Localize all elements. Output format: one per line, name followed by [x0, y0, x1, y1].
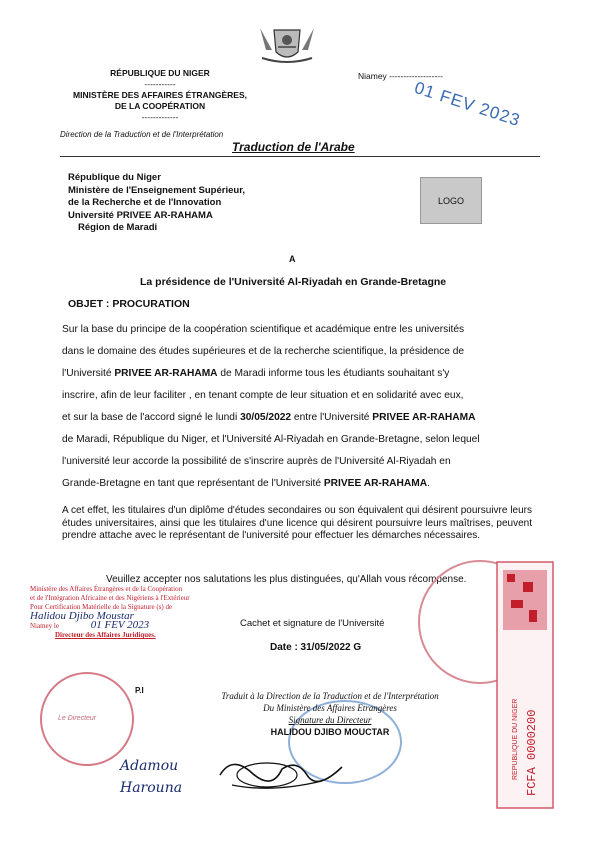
- pi-mark: P.I: [135, 686, 144, 695]
- university-name: PRIVEE AR-RAHAMA: [372, 412, 476, 423]
- university-name: PRIVEE AR-RAHAMA: [114, 368, 218, 379]
- institution-line: Région de Maradi: [78, 222, 158, 233]
- text-run: entre l'Université: [291, 412, 373, 423]
- paragraph-line: [62, 363, 522, 385]
- director-name: HALIDOU DJIBO MOUCTAR: [270, 727, 390, 737]
- certification-line: Traduit à la Direction de la Traduction et de l'Interprétation: [221, 691, 439, 701]
- body-paragraph-2: A cet effet, les titulaires d'un diplôme d'études secondaires ou son équivalent qui désirent poursuivre leurs études universitaires, ainsi que les titulaires d'une licence qui désirent poursuivre leurs maîtrises, peuvent prendre attache avec le représentant de l'université pour effectuer les démarches nécessaires.: [62, 505, 532, 541]
- certification-line: Signature du Directeur: [288, 715, 372, 725]
- handwritten-signature: [212, 745, 352, 795]
- translator-certification: [190, 690, 470, 738]
- seal-label: Le Directeur: [58, 715, 97, 722]
- institution-line: Ministère de l'Enseignement Supérieur,: [68, 184, 246, 196]
- certification-stamp: [30, 585, 215, 640]
- body-paragraph-1: [62, 319, 522, 495]
- dashes: -----------: [144, 79, 176, 89]
- divider: [60, 156, 540, 157]
- republic-label: RÉPUBLIQUE DU NIGER: [110, 68, 210, 78]
- institution-line: République du Niger: [68, 172, 161, 183]
- niger-coat-of-arms-emblem: [252, 20, 322, 68]
- paragraph-line: inscrire, afin de leur faciliter , en tenant compte de leur situation et en solidarité avec eux,: [62, 390, 464, 401]
- dashes: -------------: [141, 112, 179, 122]
- niamey-date-line: Niamey -------------------: [358, 71, 443, 81]
- institution-block: [68, 172, 245, 235]
- text-run: de Maradi informe tous les étudiants souhaitant s'y: [217, 368, 450, 379]
- text-run: .: [427, 478, 430, 489]
- ministry-line-2: DE LA COOPÉRATION: [114, 101, 206, 111]
- text-run: l'Université: [62, 368, 115, 379]
- closing-salutation: Veuillez accepter nos salutations les plus distinguées, qu'Allah vous récompense.: [106, 574, 467, 585]
- agreement-date: 30/05/2022: [240, 412, 292, 423]
- fee-country: REPUBLIQUE DU NIGER: [512, 698, 519, 780]
- institution-line: Université PRIVEE AR-RAHAMA: [68, 209, 213, 221]
- stamp-handwritten-date: 01 FEV 2023: [90, 619, 150, 631]
- seal-signature-label: Cachet et signature de l'Université: [240, 618, 385, 629]
- paragraph-line: [62, 473, 522, 495]
- subject-line: OBJET : PROCURATION: [68, 298, 190, 310]
- paragraph-line: de Maradi, République du Niger, et l'Université Al-Riyadah en Grande-Bretagne, selon lequel: [62, 434, 480, 445]
- stamp-director: Directeur des Affaires Juridiques.: [55, 631, 156, 639]
- text-run: et sur la base de l'accord signé le lundi: [62, 412, 241, 423]
- paragraph-line: Sur la base du principe de la coopération scientifique et académique entre les universités: [62, 324, 465, 335]
- stamp-line: Ministère des Affaires Étrangères et de la Coopération: [30, 585, 183, 593]
- document-title: Traduction de l'Arabe: [232, 140, 355, 154]
- handwritten-line: Harouna: [120, 780, 183, 796]
- institution-line: de la Recherche et de l'Innovation: [68, 197, 222, 208]
- stamp-date-row: [30, 621, 215, 631]
- stamp-line: Pour Certification Matérielle de la Signature (s) de: [30, 603, 173, 611]
- stamp-handwritten-name: Halidou Djibo Moustar: [30, 610, 134, 622]
- stamp-niamey: Niamey le: [30, 622, 59, 630]
- paragraph-line: l'université leur accorde la possibilité de s'inscrire auprès de l'Université Al-Riyadah en: [62, 456, 451, 467]
- paragraph-line: dans le domaine des études supérieures et de la recherche scientifique, la présidence de: [62, 346, 465, 357]
- fee-amount: FCFA 0000200: [525, 709, 539, 796]
- paragraph-line: [62, 407, 522, 429]
- handwritten-line: Adamou: [120, 758, 179, 774]
- recipient: La présidence de l'Université Al-Riyadah en Grande-Bretagne: [140, 276, 447, 288]
- ministry-line-1: MINISTÈRE DES AFFAIRES ÉTRANGÈRES,: [73, 90, 247, 100]
- date-stamp: 01 FEV 2023: [412, 78, 523, 131]
- letter-date: Date : 31/05/2022 G: [270, 642, 362, 653]
- handwritten-name: [120, 755, 182, 799]
- university-name: PRIVEE AR-RAHAMA: [323, 478, 428, 489]
- addressee-prefix: A: [289, 254, 296, 264]
- ministry-header: [60, 68, 260, 140]
- direction-label: Direction de la Traduction et de l'Interprétation: [60, 130, 224, 139]
- fiscal-stamp: [495, 560, 555, 810]
- logo-placeholder: LOGO: [420, 177, 482, 224]
- stamp-line: et de l'Intégration Africaine et des Nigériens à l'Extérieur: [30, 594, 190, 602]
- text-run: Grande-Bretagne en tant que représentant de l'Université: [62, 478, 324, 489]
- certification-line: Du Ministère des Affaires Etrangères: [263, 703, 397, 713]
